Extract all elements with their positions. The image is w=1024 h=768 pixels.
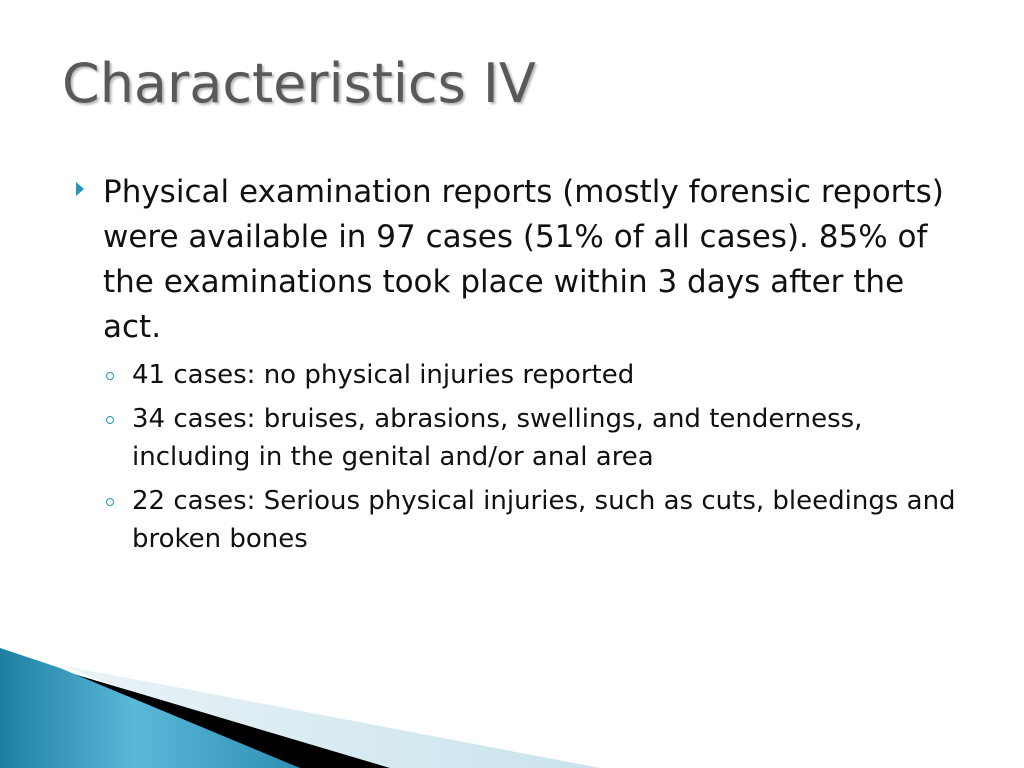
sub-bullet-text: 34 cases: bruises, abrasions, swellings, and tenderness, including in the genital and/or anal area bbox=[132, 404, 863, 472]
wave-dark-band bbox=[0, 658, 390, 768]
bullet-text: Physical examination reports (mostly forensic reports) were available in 97 cases (51% of all cases). 85% of the examinations took place within 3 days after the act. bbox=[103, 174, 944, 345]
wave-blue-band bbox=[0, 648, 300, 768]
sub-bullet-text: 41 cases: no physical injuries reported bbox=[132, 360, 635, 390]
wave-light-band bbox=[60, 665, 600, 768]
circle-outline-icon bbox=[106, 372, 114, 380]
sub-bullet-text: 22 cases: Serious physical injuries, such as cuts, bleedings and broken bones bbox=[132, 486, 956, 554]
slide-title: Characteristics IV bbox=[62, 52, 536, 115]
triangle-right-icon bbox=[76, 182, 84, 196]
circle-outline-icon bbox=[106, 416, 114, 424]
circle-outline-icon bbox=[106, 498, 114, 506]
sub-bullet-list bbox=[72, 356, 972, 558]
bullet-item bbox=[72, 170, 972, 350]
sub-bullet-item bbox=[72, 400, 972, 476]
sub-bullet-item bbox=[72, 356, 972, 394]
sub-bullet-item bbox=[72, 482, 972, 558]
slide-content bbox=[72, 170, 972, 564]
